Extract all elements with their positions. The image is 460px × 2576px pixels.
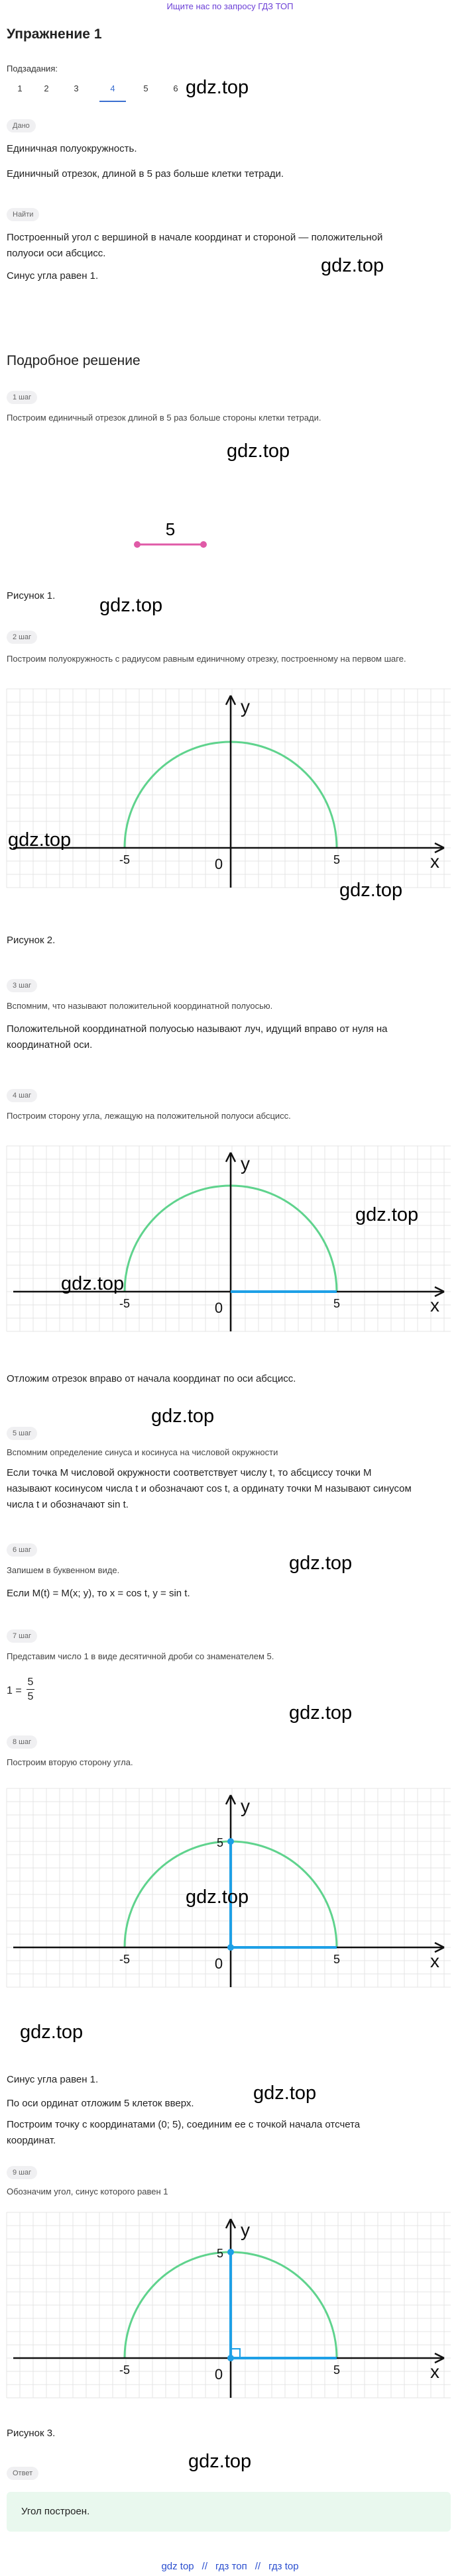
step-8-after-2: По оси ординат отложим 5 клеток вверх.: [7, 2098, 194, 2109]
watermark: gdz.top: [355, 1204, 419, 1225]
footer-separator: //: [255, 2561, 261, 2572]
page-title: Упражнение 1: [7, 26, 102, 42]
given-line-1: Единичная полуокружность.: [7, 143, 137, 154]
watermark: gdz.top: [253, 2083, 317, 2104]
x-axis-label: x: [430, 2361, 439, 2382]
watermark: gdz.top: [20, 2022, 84, 2043]
subtasks-label: Подзадания:: [7, 64, 58, 74]
grid: [7, 689, 451, 888]
given-line-2: Единичный отрезок, длиной в 5 раз больше клетки тетради.: [7, 168, 284, 180]
figure-2-semicircle: [0, 682, 460, 894]
tab-subtask-6[interactable]: 6: [173, 83, 178, 93]
watermark: gdz.top: [186, 1886, 249, 1908]
step-9-chip: 9 шаг: [7, 2166, 37, 2179]
origin-point: [227, 1944, 234, 1951]
unit-segment-figure: [119, 517, 225, 550]
footer-links: [0, 2561, 460, 2572]
segment-end-point: [200, 541, 207, 548]
figure-4-positive-ray: [0, 1139, 460, 1338]
grid: [7, 1146, 451, 1331]
tab-subtask-1[interactable]: 1: [17, 83, 23, 93]
tick-label-y-5: 5: [216, 2247, 224, 2260]
step-8-text: Построим вторую сторону угла.: [7, 1757, 133, 1767]
step-3-text: Вспомним, что называют положительной координатной полуосью.: [7, 1001, 273, 1011]
step-8-chip: 8 шаг: [7, 1735, 37, 1749]
step-9-text: Обозначим угол, синус которого равен 1: [7, 2187, 168, 2196]
watermark: gdz.top: [321, 255, 384, 276]
step-2-chip: 2 шаг: [7, 631, 37, 644]
tick-label-minus-5: -5: [119, 2363, 131, 2377]
figure-3-caption: Рисунок 3.: [7, 2428, 56, 2439]
tick-label-minus-5: -5: [119, 1953, 131, 1966]
footer-link-gdz-top-mixed[interactable]: гдз top: [268, 2561, 299, 2572]
formula-lhs: 1 =: [7, 1685, 22, 1696]
watermark: gdz.top: [61, 1273, 125, 1294]
grid: [7, 2212, 451, 2398]
footer-link-gdz-top[interactable]: gdz top: [161, 2561, 194, 2572]
point-0-5: [227, 1838, 234, 1845]
step-3-definition: Положительной координатной полуосью называют луч, идущий вправо от нуля на координатной оси.: [7, 1023, 388, 1051]
watermark: gdz.top: [151, 1406, 215, 1427]
step-6-chip: 6 шаг: [7, 1543, 37, 1557]
find-line-2: Синус угла равен 1.: [7, 270, 99, 282]
y-axis-label: y: [241, 1153, 250, 1174]
watermark: gdz.top: [339, 880, 403, 901]
tab-subtask-3[interactable]: 3: [74, 83, 79, 93]
figure-1-caption: Рисунок 1.: [7, 590, 56, 601]
watermark: gdz.top: [8, 829, 72, 850]
step-8-after-3: Построим точку с координатами (0; 5), соединим ее с точкой начала отсчета координат.: [7, 2119, 361, 2146]
footer-separator: //: [201, 2561, 207, 2572]
x-axis-label: x: [430, 851, 439, 872]
origin-label: 0: [214, 2366, 223, 2383]
step-4-after: Отложим отрезок вправо от начала координат по оси абсцисс.: [7, 1373, 296, 1384]
step-5-definition: Если точка M числовой окружности соответствует числу t, то абсциссу точки M называют косинусом числа t и обозначают cos t, а ординату точки M называют синусом числа t и обозначают sin t.: [7, 1467, 412, 1510]
watermark: gdz.top: [188, 2451, 252, 2472]
tick-label-5: 5: [333, 2363, 341, 2377]
find-chip: Найти: [7, 208, 39, 221]
step-5-text: Вспомним определение синуса и косинуса на числовой окружности: [7, 1447, 278, 1457]
y-axis-label: y: [241, 2220, 250, 2240]
y-axis-label: y: [241, 1796, 250, 1816]
tick-label-minus-5: -5: [119, 853, 131, 866]
formula-numerator: 5: [27, 1676, 34, 1690]
find-line-1: Построенный угол с вершиной в начале координат и стороной — положительной полуоси оси абсцисс.: [7, 232, 383, 259]
answer-chip: Ответ: [7, 2467, 38, 2480]
figure-2-caption: Рисунок 2.: [7, 935, 56, 946]
top-banner[interactable]: Ищите нас по запросу ГДЗ ТОП: [166, 1, 294, 11]
step-4-text: Построим сторону угла, лежащую на положительной полуоси абсцисс.: [7, 1111, 291, 1121]
x-axis-label: x: [430, 1951, 439, 1971]
step-6-text: Запишем в буквенном виде.: [7, 1565, 120, 1575]
watermark: gdz.top: [99, 595, 163, 616]
tick-label-5: 5: [333, 1953, 341, 1966]
tick-label-minus-5: -5: [119, 1297, 131, 1310]
step-2-text: Построим полуокружность с радиусом равным единичному отрезку, построенному на первом шаге.: [7, 654, 406, 664]
formula-denominator: 5: [27, 1691, 34, 1702]
watermark: gdz.top: [227, 440, 290, 462]
tick-label-5: 5: [333, 853, 341, 866]
tab-subtask-4[interactable]: 4: [99, 79, 126, 102]
watermark: gdz.top: [289, 1702, 353, 1724]
step-7-text: Представим число 1 в виде десятичной дроби со знаменателем 5.: [7, 1651, 274, 1661]
given-chip: Дано: [7, 119, 36, 132]
origin-label: 0: [214, 1300, 223, 1316]
y-axis-label: y: [241, 696, 250, 717]
segment-start-point: [134, 541, 141, 548]
x-axis-label: x: [430, 1295, 439, 1315]
step-1-text: Построим единичный отрезок длиной в 5 раз больше стороны клетки тетради.: [7, 413, 321, 423]
step-4-chip: 4 шаг: [7, 1089, 37, 1102]
footer-link-gdz-top-ru[interactable]: гдз топ: [215, 2561, 247, 2572]
watermark: gdz.top: [186, 77, 249, 98]
origin-point: [227, 2355, 234, 2361]
origin-label: 0: [214, 1955, 223, 1972]
step-5-chip: 5 шаг: [7, 1427, 37, 1440]
step-7-chip: 7 шаг: [7, 1629, 37, 1643]
tab-subtask-5[interactable]: 5: [143, 83, 148, 93]
step-8-after-1: Синус угла равен 1.: [7, 2074, 99, 2085]
answer-text: Угол построен.: [21, 2506, 90, 2517]
tick-label-5: 5: [333, 1297, 341, 1310]
segment-label: 5: [165, 519, 176, 539]
watermark: gdz.top: [289, 1553, 353, 1574]
solution-title: Подробное решение: [7, 353, 141, 368]
figure-3-angle: [0, 2206, 460, 2404]
tick-label-y-5: 5: [216, 1836, 224, 1849]
step-6-formula: Если M(t) = M(x; y), то x = cos t, y = sin t.: [7, 1588, 190, 1599]
point-0-5: [227, 2249, 234, 2255]
tab-subtask-2[interactable]: 2: [44, 83, 49, 93]
origin-label: 0: [214, 856, 223, 872]
step-3-chip: 3 шаг: [7, 979, 37, 992]
step-1-chip: 1 шаг: [7, 391, 37, 404]
